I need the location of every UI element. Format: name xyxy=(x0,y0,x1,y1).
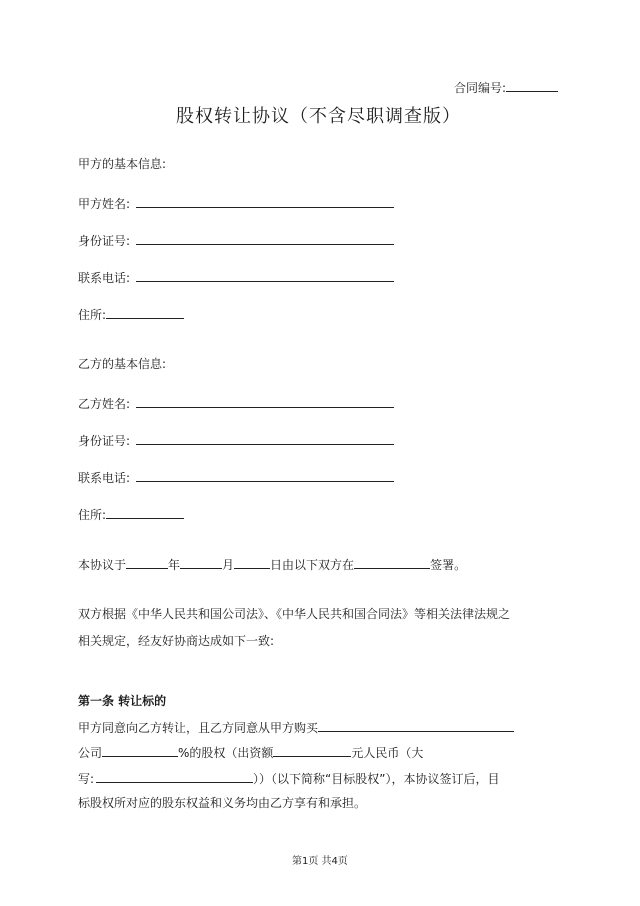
percentage-blank[interactable] xyxy=(102,744,178,757)
party-b-name-label: 乙方姓名: xyxy=(78,397,131,411)
party-a-address-row xyxy=(78,306,184,323)
article-1-line-1 xyxy=(78,719,514,736)
party-b-address-row xyxy=(78,506,184,523)
company-name-blank[interactable] xyxy=(318,719,514,732)
signing-day-mid: 日由以下双方在 xyxy=(270,558,355,572)
contract-number-blank[interactable] xyxy=(506,79,558,92)
party-b-address-blank[interactable] xyxy=(106,506,184,519)
article-1-line-3 xyxy=(78,770,499,787)
preamble-line-2: 相关规定，经友好协商达成如下一致: xyxy=(78,634,275,648)
party-a-heading: 甲方的基本信息: xyxy=(78,157,167,171)
month-blank[interactable] xyxy=(180,556,222,569)
preamble-line-1: 双方根据《中华人民共和国公司法》、《中华人民共和国合同法》等相关法律法规之 xyxy=(78,607,511,621)
capital-amount-blank[interactable] xyxy=(273,744,351,757)
party-a-name-row xyxy=(78,195,394,212)
company-label: 公司 xyxy=(78,746,103,760)
party-b-phone-label: 联系电话: xyxy=(78,471,131,485)
signing-suffix: 签署。 xyxy=(430,558,467,572)
equity-capital-text: %的股权（出资额 xyxy=(178,746,274,760)
party-a-id-row xyxy=(78,232,394,249)
party-b-id-label: 身份证号: xyxy=(78,434,131,448)
party-b-address-label: 住所: xyxy=(78,508,107,522)
article-1-heading: 第一条 转让标的 xyxy=(78,694,167,708)
party-b-name-row xyxy=(78,395,394,412)
article-1-line-1-text: 甲方同意向乙方转让，且乙方同意从甲方购买 xyxy=(78,721,319,735)
party-b-id-blank[interactable] xyxy=(136,432,394,445)
party-a-phone-row xyxy=(78,269,394,286)
article-1-line-4: 标股权所对应的股东权益和义务均由乙方享有和承担。 xyxy=(78,796,367,810)
year-blank[interactable] xyxy=(126,556,168,569)
party-a-id-blank[interactable] xyxy=(136,232,394,245)
party-a-address-blank[interactable] xyxy=(106,306,184,319)
party-b-id-row xyxy=(78,432,394,449)
signing-month: 月 xyxy=(222,558,235,572)
signing-year: 年 xyxy=(168,558,181,572)
party-a-name-label: 甲方姓名: xyxy=(78,197,131,211)
party-b-phone-blank[interactable] xyxy=(136,469,394,482)
signing-sentence xyxy=(78,556,466,573)
party-b-phone-row xyxy=(78,469,394,486)
target-equity-text: ））（以下简称“目标股权”），本协议签订后，目 xyxy=(253,772,500,786)
document-title: 股权转让协议（不含尽职调查版） xyxy=(176,106,461,127)
signing-prefix: 本协议于 xyxy=(78,558,127,572)
party-a-phone-blank[interactable] xyxy=(136,269,394,282)
party-a-id-label: 身份证号: xyxy=(78,234,131,248)
article-1-line-2 xyxy=(78,744,423,761)
party-b-name-blank[interactable] xyxy=(136,395,394,408)
party-a-name-blank[interactable] xyxy=(136,195,394,208)
day-blank[interactable] xyxy=(234,556,270,569)
page-footer: 第1页 共4页 xyxy=(292,856,348,867)
rmb-text: 元人民币（大 xyxy=(351,746,424,760)
party-a-address-label: 住所: xyxy=(78,308,107,322)
contract-number-label: 合同编号: xyxy=(454,81,507,95)
contract-number xyxy=(454,79,558,96)
party-a-phone-label: 联系电话: xyxy=(78,271,131,285)
capital-words-blank[interactable] xyxy=(96,770,253,783)
capital-words-label: 写: xyxy=(78,772,95,786)
party-b-heading: 乙方的基本信息: xyxy=(78,357,167,371)
place-blank[interactable] xyxy=(354,556,430,569)
